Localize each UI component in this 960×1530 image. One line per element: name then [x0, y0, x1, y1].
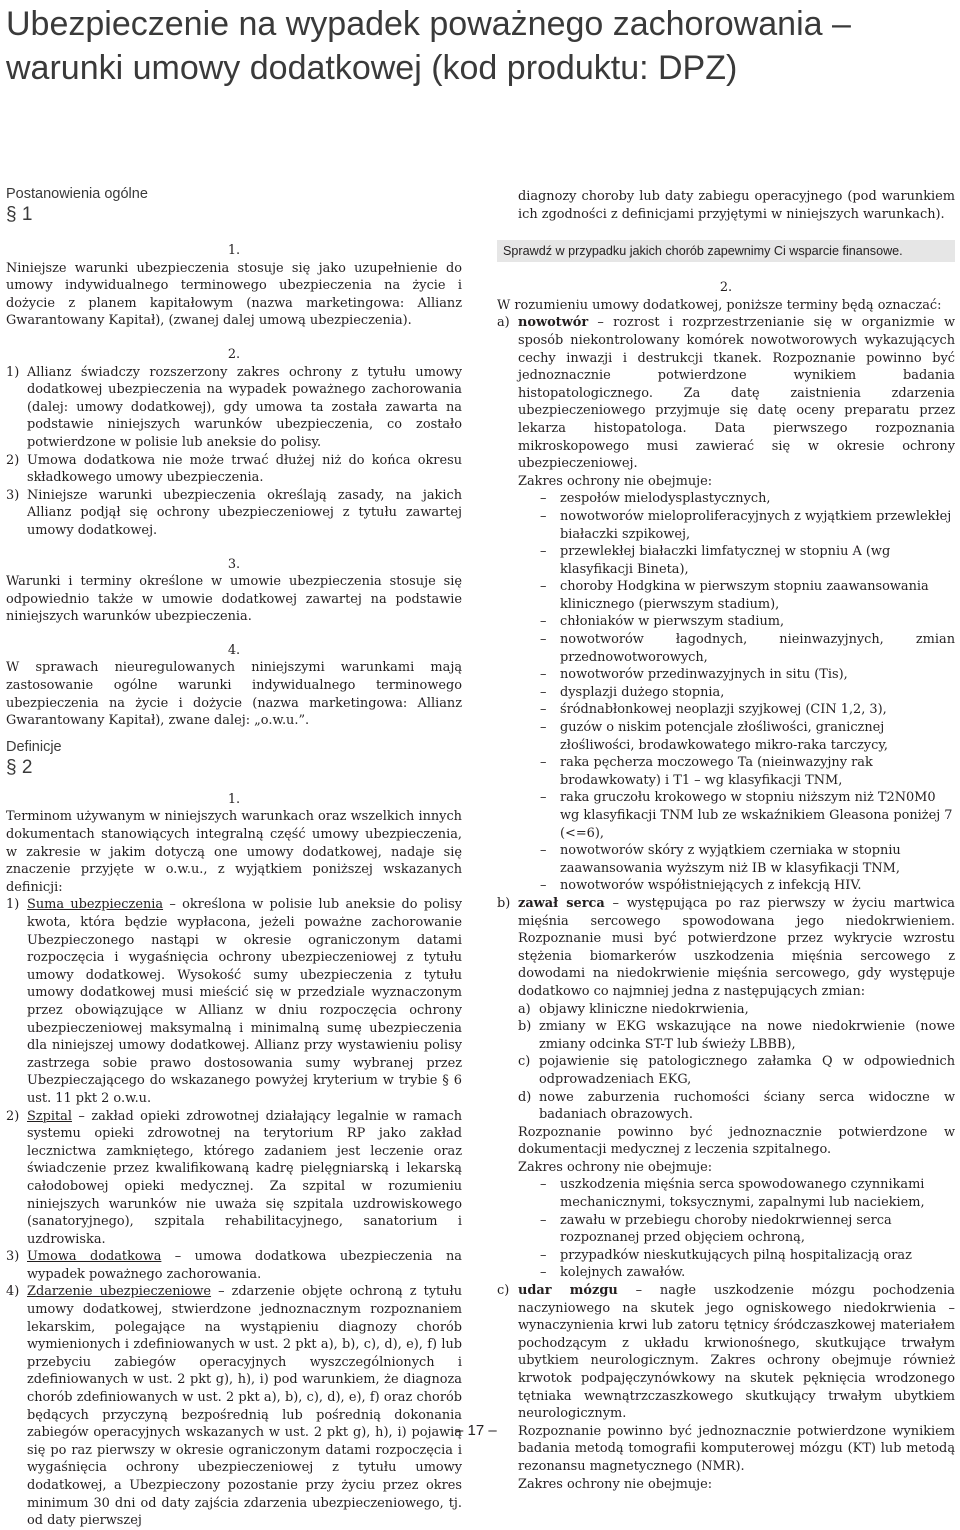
- list-item: 3) Niniejsze warunki ubezpieczenia określają zasady, na jakich Allianz podjął się ochrony ubezpieczeniowej z tytułu zawartej umowy dodatkowej.: [6, 487, 462, 538]
- exclusion-item: – zawału w przebiegu choroby niedokrwiennej serca rozpoznanej przed objęciem ochroną,: [540, 1212, 892, 1246]
- term-item-stroke: c) udar mózgu – nagłe uszkodzenie mózgu pochodzenia naczyniowego na skutek jego ogniskowego niedokrwienia – wynaczynienia krwi lub zatoru tętnicy śródczaszkowej materiałem pochodzącym z układu krwionośnego, skutkujące trwałym ubytkiem neurologicznym. Zakres ochrony obejmuje również krwotok podpajęczynówkowy na skutek pęknięcia wrodzonego tętniaka wewnątrzczaszkowego skutkujący trwałym ubytkiem neurologicznym.: [497, 1283, 955, 1422]
- section-sign-2: § 2: [6, 756, 33, 778]
- list-item: 1) Allianz świadczy rozszerzony zakres ochrony z tytułu umowy dodatkowej ubezpieczenia na wypadek poważnego zachorowania (dalej: umowy dodatkowej), gdy umowa ta została zawarta na podstawie niniejszych warunków ubezpieczenia, co zostało potwierdzone w polisie lub aneksie do polisy.: [6, 364, 462, 450]
- definitions-intro: Terminom używanym w niniejszych warunkach oraz wszelkich innych dokumentach stanowiących integralną część umowy ubezpieczenia, w zakresie w jakim dotyczą one umowy dodatkowej, nadaje się znaczenie przyjęte w o.w.u., z wyjątkiem poniższej wskazanych definicji:: [6, 809, 462, 895]
- paragraph-number: 4.: [227, 642, 241, 658]
- term-item-cancer: a) nowotwór – rozrost i rozprzestrzenianie się w organizmie w sposób niekontrolowany komórek nowotworowych wykazujących cechy inwazji i destrukcji tkanek. Rozpoznanie powinno być jednoznacznie potwierdzone wynikiem badania histopatologicznego. Za datę zaistnienia zdarzenia ubezpieczeniowego przyjmuje się datę oceny preparatu przez lekarza histopatologa. Data pierwszego rozpoznania mikroskopowego musi zawierać się w okresie ochrony ubezpieczeniowej.: [497, 315, 955, 472]
- criteria-item: d) nowe zaburzenia ruchomości ściany serca widoczne w badaniach obrazowych.: [518, 1089, 955, 1123]
- exclusion-item: – choroby Hodgkina w pierwszym stopniu zaawansowania klinicznego (pierwszym stadium),: [540, 579, 929, 612]
- exclusion-item: – uszkodzenia mięśnia serca spowodowanego czynnikami mechanicznymi, toksycznymi, zapalnymi lub naciekiem,: [540, 1177, 925, 1211]
- criteria-item: c) pojawienie się patologicznego załamka Q w odpowiednich odprowadzeniach EKG,: [518, 1054, 955, 1087]
- criteria-item: b) zmiany w EKG wskazujące na nowe niedokrwienie (nowe zmiany odcinka ST-T lub świeży LBBB),: [518, 1019, 955, 1052]
- exclusion-item: – przewlekłej białaczki limfatycznej w stopniu A (wg klasyfikacji Bineta),: [540, 544, 891, 577]
- terms-intro: W rozumieniu umowy dodatkowej, poniższe terminy będą oznaczać:: [497, 297, 942, 313]
- paragraph-1: Niniejsze warunki ubezpieczenia stosuje się jako uzupełnienie do umowy indywidualnego terminowego ubezpieczenia na życie i dożycie z planem kapitałowym (nazwa marketingowa: Allianz Gwarantowany Kapitał), (zwanej dalej umową ubezpieczenia).: [6, 260, 462, 329]
- exclusions-list-cancer: [497, 490, 955, 895]
- paragraph-number: 1.: [227, 243, 241, 258]
- paragraph-4: W sprawach nieuregulowanych niniejszymi warunkami mają zastosowanie ogólne warunki indywidualnego terminowego ubezpieczenia na życie i dożycie (nazwa marketingowa: Allianz Gwarantowany Kapitał), zwane dalej: „o.w.u.”.: [6, 660, 462, 729]
- info-callout: Sprawdź w przypadku jakich chorób zapewnimy Ci wsparcie finansowe.: [497, 240, 955, 262]
- continued-text: diagnozy choroby lub daty zabiegu operacyjnego (pod warunkiem ich zgodności z definicjami przyjętymi w niniejszych warunkach).: [518, 189, 955, 222]
- paragraph-number: 1.: [227, 791, 241, 807]
- paragraph-2-list: [6, 364, 462, 540]
- exclusions-heading: Zakres ochrony nie obejmuje:: [518, 1476, 713, 1492]
- section-heading-general: Postanowienia ogólne: [6, 186, 148, 202]
- exclusion-item: – nowotworów współistniejących z infekcją HIV.: [540, 878, 862, 894]
- paragraph-number: 2.: [227, 346, 241, 362]
- section-heading-definitions: Definicje: [6, 738, 62, 755]
- paragraph-number: 2.: [719, 280, 733, 296]
- exclusion-item: – kolejnych zawałów.: [540, 1265, 686, 1281]
- exclusion-item: – zespołów mielodysplastycznych,: [540, 491, 771, 507]
- paragraph-3: Warunki i terminy określone w umowie ubezpieczenia stosuje się odpowiednio także w umowie dodatkowej zawartej na podstawie niniejszych warunków ubezpieczenia.: [6, 574, 462, 625]
- page-title: Ubezpieczenie na wypadek poważnego zachorowania – warunki umowy dodatkowej (kod produktu: DPZ): [6, 5, 851, 87]
- heart-attack-criteria: [497, 1001, 955, 1124]
- exclusion-item: – nowotworów łagodnych, nieinwazyjnych, zmian przednowotworowych,: [540, 632, 955, 665]
- exclusion-item: – śródnabłonkowej neoplazji szyjkowej (CIN 1,2, 3),: [540, 702, 887, 718]
- definition-item: 2) Szpital – zakład opieki zdrowotnej działający legalnie w ramach systemu opieki zdrowotnej na terytorium RP jako zakład lecznictwa zamkniętego, którego zadaniem jest leczenie oraz świadczenie przez kwalifikowaną kadrę pielęgniarską i lekarską całodobowej opieki medycznej. Za szpital w rozumieniu niniejszych warunków nie uważa się szpitala uzdrowiskowego (sanatoryjnego), szpitala rehabilitacyjnego, sanatorium i uzdrowiska.: [6, 1108, 462, 1247]
- right-column: [497, 188, 955, 1493]
- paragraph-number: 3.: [227, 556, 241, 572]
- definition-item: 3) Umowa dodatkowa – umowa dodatkowa ubezpieczenia na wypadek poważnego zachorowania.: [6, 1249, 462, 1282]
- exclusions-heading: Zakres ochrony nie obejmuje:: [518, 1159, 713, 1175]
- exclusion-item: – nowotworów mieloproliferacyjnych z wyjątkiem przewlekłej białaczki szpikowej,: [540, 508, 952, 542]
- heart-attack-diagnosis: Rozpoznanie powinno być jednoznacznie potwierdzone w dokumentacji medycznej z leczenia szpitalnego.: [518, 1124, 955, 1158]
- term-item-heart-attack: b) zawał serca – występująca po raz pierwszy w życiu martwica mięśnia sercowego spowodowana jego niedokrwieniem. Rozpoznanie musi być potwierdzone przez wykrycie wzrostu stężenia biomarkerów uszkodzenia mięśnia sercowego z dowodami na niedokrwienie mięśnia sercowego, gdy występuje dodatkowo co najmniej jedna z następujących zmian:: [497, 895, 955, 999]
- exclusions-heading: Zakres ochrony nie obejmuje:: [518, 473, 713, 489]
- page-number: – 17 –: [455, 1422, 497, 1439]
- criteria-item: a) objawy kliniczne niedokrwienia,: [518, 1001, 749, 1017]
- definition-item: 4) Zdarzenie ubezpieczeniowe – zdarzenie objęte ochroną z tytułu umowy dodatkowej, stwierdzone jednoznacznym rozpoznaniem lekarskim, polegające na wystąpieniu diagnozy chorób wymienionych i zdefiniowanych w ust. 2 pkt a), b), c), d), e), f) lub przebyciu zabiegów operacyjnych wyszczególnionych i zdefiniowanych w ust. 2 pkt g), h), i) pod warunkiem, że diagnoza chorób zdefiniowanych w ust. 2 pkt a), b), c), d), e), f) oraz chorób będących przyczyną bezpośrednią lub pośrednią dokonania zabiegów operacyjnych wskazanych w ust. 2 pkt g), h), i) pojawią się po raz pierwszy w okresie ograniczonym datami rozpoczęcia i wygaśnięcia ochrony ubezpieczeniowej z tytułu umowy dodatkowej, a Ubezpieczony pozostanie przy życiu przez okres minimum 30 dni od daty zajścia zdarzenia ubezpieczeniowego, tj. od daty pierwszej: [6, 1284, 462, 1529]
- left-column: [6, 185, 462, 1530]
- exclusion-item: – raka gruczołu krokowego w stopniu niższym niż T2N0M0 wg klasyfikacji TNM lub ze wskaźnikiem Gleasona poniżej 7 (<=6),: [540, 790, 953, 841]
- exclusion-item: – nowotworów skóry z wyjątkiem czerniaka w stopniu zaawansowania wyższym niż IB w klasyfikacji TNM,: [540, 843, 901, 876]
- exclusions-list-heart: [497, 1176, 955, 1282]
- exclusion-item: – nowotworów przedinwazyjnych in situ (Tis),: [540, 667, 848, 683]
- exclusion-item: – dysplazji dużego stopnia,: [540, 684, 725, 700]
- section-sign-1: § 1: [6, 204, 33, 225]
- exclusion-item: – przypadków nieskutkujących pilną hospitalizacją oraz: [540, 1247, 912, 1263]
- exclusion-item: – guzów o niskim potencjale złośliwości, granicznej złośliwości, brodawkowatego mikro-raka tarczycy,: [540, 720, 888, 753]
- stroke-diagnosis: Rozpoznanie powinno być jednoznacznie potwierdzone wynikiem badania metodą tomografii komputerowej mózgu (KT) lub metodą rezonansu magnetycznego (NMR).: [518, 1423, 955, 1474]
- exclusion-item: – chłoniaków w pierwszym stadium,: [540, 614, 785, 630]
- exclusion-item: – raka pęcherza moczowego Ta (nieinwazyjny rak brodawkowaty) i T1 – wg klasyfikacji TNM,: [540, 755, 873, 788]
- list-item: 2) Umowa dodatkowa nie może trwać dłużej niż do końca okresu składkowego umowy ubezpieczenia.: [6, 452, 462, 486]
- definition-item: 1) Suma ubezpieczenia – określona w polisie lub aneksie do polisy kwota, która będzie wypłacona, jeżeli poważne zachorowanie Ubezpieczonego nastąpi w okresie ograniczonym datami rozpoczęcia i wygaśnięcia ochrony ubezpieczeniowej z tytułu umowy dodatkowej. Wysokość sumy ubezpieczenia z tytułu umowy dodatkowej musi mieścić się w przedziale wyznaczonym przez obowiązujące w Allianz w dniu rozpoczęcia ochrony ubezpieczeniowej maksymalną i minimalną sumę ubezpieczenia dla niniejszej umowy dodatkowej. Allianz przy wystawieniu polisy zastrzega sobie prawo dostosowania sumy wybranej przez Ubezpieczającego do wskazanego powyżej kryterium w trybie § 6 ust. 11 pkt 2 o.w.u.: [6, 897, 462, 1106]
